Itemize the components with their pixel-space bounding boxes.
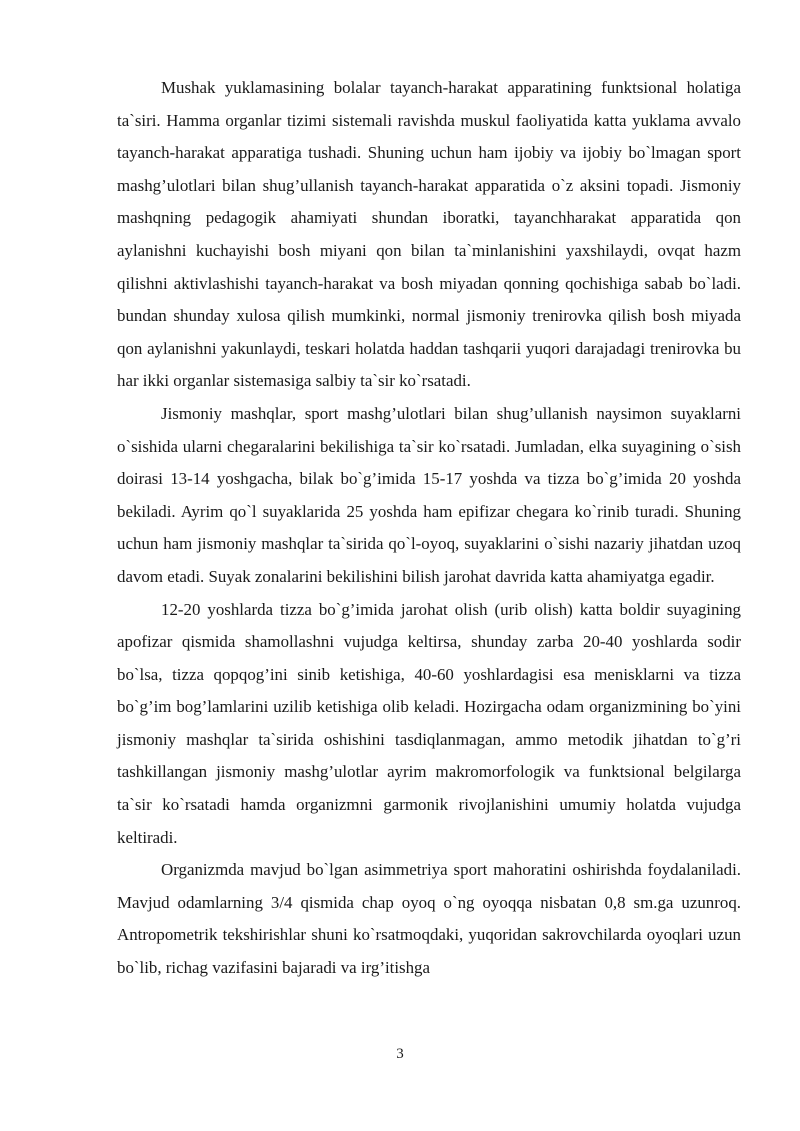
paragraph-4: Organizmda mavjud bo`lgan asimmetriya sport mahoratini oshirishda foydalaniladi. Mavjud odamlarning 3/4 qismida chap oyoq o`ng oyoqqa nisbatan 0,8 sm.ga uzunroq. Antropometrik tekshirishlar shuni ko`rsatmoqdaki, yuqoridan sakrovchilarda oyoqlari uzun bo`lib, richag vazifasini bajaradi va irg’itishga <box>117 860 741 978</box>
page-number: 3 <box>396 1046 404 1062</box>
paragraph-1: Mushak yuklamasining bolalar tayanch-harakat apparatining funktsional holatiga ta`siri. Hamma organlar tizimi sistemali ravishda muskul faoliyatida katta yuklama avvalo tayanch-harakat apparatiga tushadi. Shuning uchun ham ijobiy va ijobiy bo`lmagan sport mashg’ulotlari bilan shug’ullanish tayanch-harakat apparatida o`z aksini topadi. Jismoniy mashqning pedagogik ahamiyati shundan iboratki, tayanchharakat apparatida qon aylanishni kuchayishi bosh miyani qon bilan ta`minlanishini yaxshilaydi, ovqat hazm qilishni aktivlashishi tayanch-harakat va bosh miyadan qonning qochishiga sabab bo`ladi. bundan shunday xulosa qilish mumkinki, normal jismoniy trenirovka qilish bosh miyada qon aylanishni yakunlaydi, teskari holatda haddan tashqarii yuqori darajadagi trenirovka bu har ikki organlar sistemasiga salbiy ta`sir ko`rsatadi. <box>117 78 741 391</box>
body-text <box>117 72 741 985</box>
paragraph-3: 12-20 yoshlarda tizza bo`g’imida jarohat olish (urib olish) katta boldir suyagining apofizar qismida shamollashni vujudga keltirsa, shunday zarba 20-40 yoshlarda sodir bo`lsa, tizza qopqog’ini sinib ketishiga, 40-60 yoshlardagisi esa menisklarni va tizza bo`g’im bog’lamlarini uzilib ketishiga olib keladi. Hozirgacha odam organizmining bo`yini jismoniy mashqlar ta`sirida oshishini tasdiqlanmagan, ammo metodik jihatdan to`g’ri tashkillangan jismoniy mashg’ulotlar ayrim makromorfologik va funktsional belgilarga ta`sir ko`rsatadi hamda organizmni garmonik rivojlanishini umumiy holatda vujudga keltiradi. <box>117 599 741 847</box>
paragraph-2: Jismoniy mashqlar, sport mashg’ulotlari bilan shug’ullanish naysimon suyaklarni o`sishida ularni chegaralarini bekilishiga ta`sir ko`rsatadi. Jumladan, elka suyagining o`sish doirasi 13-14 yoshgacha, bilak bo`g’imida 15-17 yoshda va tizza bo`g’imida 20 yoshda bekiladi. Ayrim qo`l suyaklarida 25 yoshda ham epifizar chegara ko`rinib turadi. Shuning uchun ham jismoniy mashqlar ta`sirida qo`l-oyoq, suyaklarini o`sishi nazariy jihatdan uzoq davom etadi. Suyak zonalarini bekilishini bilish jarohat davrida katta ahamiyatga egadir. <box>117 403 741 586</box>
